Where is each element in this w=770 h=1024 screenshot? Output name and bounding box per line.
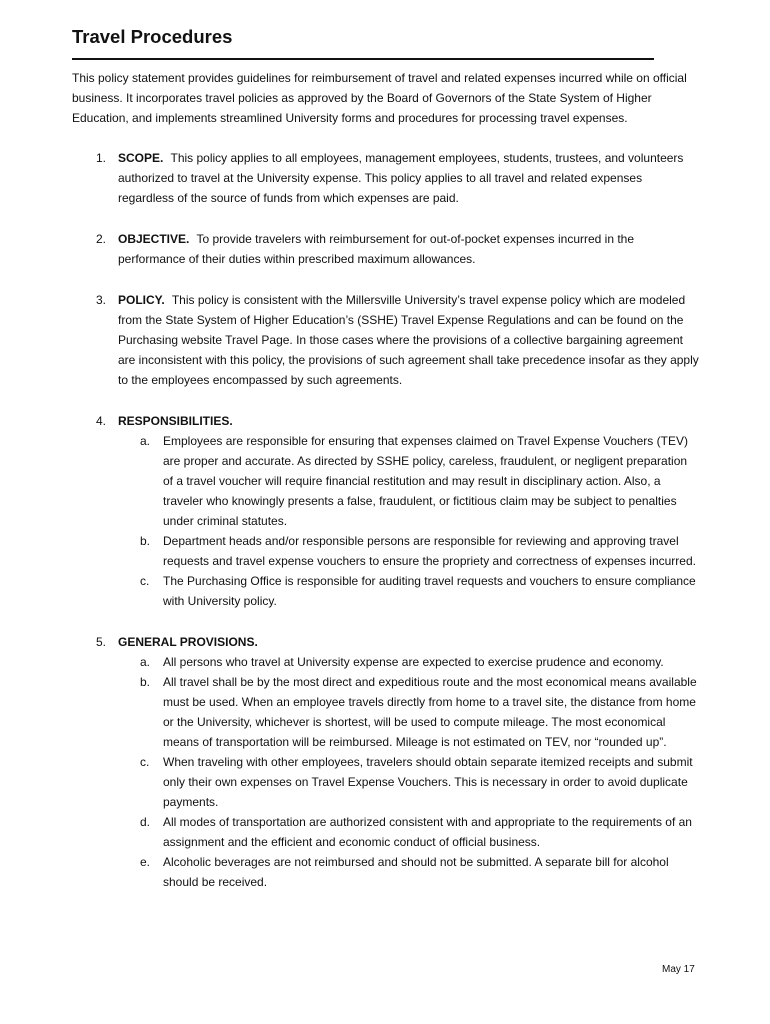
list-item bbox=[118, 431, 700, 531]
section-number: 4. bbox=[96, 414, 107, 428]
section-heading: SCOPE. bbox=[118, 151, 164, 165]
section-number: 2. bbox=[96, 232, 107, 246]
list-item bbox=[118, 752, 700, 812]
title-underline bbox=[72, 58, 654, 60]
item-text: Alcoholic beverages are not reimbursed and should not be submitted. A separate bill for alcohol should be received. bbox=[163, 855, 669, 889]
section-heading: OBJECTIVE. bbox=[118, 232, 190, 246]
item-text: Department heads and/or responsible persons are responsible for reviewing and approving travel requests and travel expense vouchers to ensure the propriety and correctness of expenses incurred. bbox=[163, 534, 696, 568]
section-heading: POLICY. bbox=[118, 293, 165, 307]
list-item bbox=[118, 531, 700, 571]
item-letter: c. bbox=[140, 574, 150, 588]
section-text: This policy applies to all employees, management employees, students, trustees, and volunteers authorized to travel at the University expense. This policy applies to all travel and related expenses regardless of the source of funds from which expenses are paid. bbox=[118, 151, 684, 205]
item-text: Employees are responsible for ensuring that expenses claimed on Travel Expense Vouchers (TEV) are proper and accurate. As directed by SSHE policy, careless, fraudulent, or negligent preparation of a travel voucher will require financial restitution and may result in disciplinary action. Also, a traveler who knowingly presents a false, fraudulent, or fictitious claim may be subject to penalties under criminal statutes. bbox=[163, 434, 688, 528]
list-item bbox=[118, 852, 700, 892]
item-letter: b. bbox=[140, 675, 151, 689]
page-footer-date: May 17 bbox=[662, 964, 695, 975]
item-letter: d. bbox=[140, 815, 151, 829]
page-title: Travel Procedures bbox=[72, 26, 233, 47]
list-item bbox=[118, 672, 700, 752]
general-provisions-list bbox=[118, 652, 700, 892]
section-scope bbox=[72, 148, 700, 208]
item-text: When traveling with other employees, travelers should obtain separate itemized receipts and submit only their own expenses on Travel Expense Vouchers. This is necessary in order to avoid duplicate payments. bbox=[163, 755, 693, 809]
section-policy bbox=[72, 290, 700, 390]
item-text: All modes of transportation are authorized consistent with and appropriate to the requirements of an assignment and the efficient and economic conduct of official business. bbox=[163, 815, 692, 849]
responsibilities-list bbox=[118, 431, 700, 611]
list-item bbox=[118, 812, 700, 852]
section-number: 5. bbox=[96, 635, 107, 649]
item-letter: a. bbox=[140, 655, 151, 669]
section-text: This policy is consistent with the Millersville University’s travel expense policy which are modeled from the State System of Higher Education’s (SSHE) Travel Expense Regulations and can be found on the Purchasing website Travel Page. In those cases where the provisions of a collective bargaining agreement are inconsistent with this policy, the provisions of such agreement shall take precedence insofar as they apply to the employees encompassed by such agreements. bbox=[118, 293, 699, 387]
section-number: 3. bbox=[96, 293, 107, 307]
section-general-provisions bbox=[72, 632, 700, 892]
item-text: The Purchasing Office is responsible for auditing travel requests and vouchers to ensure compliance with University policy. bbox=[163, 574, 696, 608]
item-letter: b. bbox=[140, 534, 151, 548]
section-heading: GENERAL PROVISIONS. bbox=[118, 635, 258, 649]
item-text: All persons who travel at University expense are expected to exercise prudence and economy. bbox=[163, 655, 664, 669]
section-text: To provide travelers with reimbursement for out-of-pocket expenses incurred in the performance of their duties within prescribed maximum allowances. bbox=[118, 232, 635, 266]
section-heading: RESPONSIBILITIES. bbox=[118, 414, 233, 428]
section-responsibilities bbox=[72, 411, 700, 611]
item-text: All travel shall be by the most direct and expeditious route and the most economical means available must be used. When an employee travels directly from home to a travel site, the distance from home or the University, whichever is shortest, will be used to compute mileage. The most economical means of transportation will be reimbursed. Mileage is not estimated on TEV, nor “rounded up”. bbox=[163, 675, 697, 749]
list-item bbox=[118, 652, 700, 672]
item-letter: e. bbox=[140, 855, 151, 869]
document-page bbox=[72, 24, 700, 913]
item-letter: a. bbox=[140, 434, 151, 448]
intro-paragraph: This policy statement provides guidelines for reimbursement of travel and related expenses incurred while on official business. It incorporates travel policies as approved by the Board of Governors of the State System of Higher Education, and implements streamlined University forms and procedures for processing travel expenses. bbox=[72, 71, 687, 125]
item-letter: c. bbox=[140, 755, 150, 769]
list-item bbox=[118, 571, 700, 611]
policy-sections bbox=[72, 148, 700, 892]
section-objective bbox=[72, 229, 700, 269]
section-number: 1. bbox=[96, 151, 107, 165]
